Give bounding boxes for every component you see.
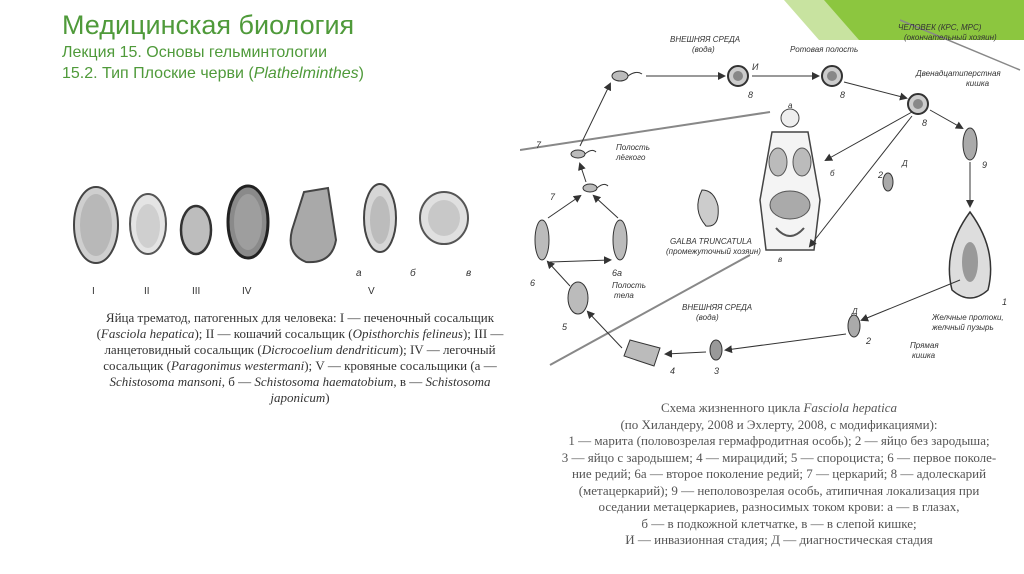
arrow-16 xyxy=(580,164,586,182)
egg-with-embryo-3 xyxy=(710,340,722,360)
egg-2-bottom xyxy=(848,315,860,337)
egg-va-image xyxy=(291,188,336,262)
number-9: 9 xyxy=(982,160,988,170)
sporocyst-5 xyxy=(568,282,588,314)
title-block xyxy=(62,8,364,84)
number-8-c: 8 xyxy=(922,118,928,128)
scheme-line-3: 1 — марита (половозрелая гермафродитная особь); 2 — яйцо без зародыша; xyxy=(568,433,990,448)
duodenum-label-1: Двенадцатиперстная xyxy=(916,69,1001,78)
arrow-13 xyxy=(550,260,610,262)
rectum-label-1: Прямая xyxy=(910,341,939,350)
bile-ducts-label-1: Желчные протоки, xyxy=(932,313,1004,322)
adolescaria-duodenum xyxy=(908,94,928,114)
body-cavity-label-2: тела xyxy=(614,291,634,300)
immature-worm-9 xyxy=(963,128,977,160)
number-5: 5 xyxy=(562,322,568,332)
oral-cavity-label: Ротовая полость xyxy=(790,45,859,54)
egg-label-i: I xyxy=(92,286,95,297)
rectum-label-2: кишка xyxy=(912,351,936,360)
egg-label-iii: III xyxy=(192,286,201,297)
egg-label-iv: IV xyxy=(242,286,252,297)
egg-figure xyxy=(66,180,478,300)
snail-galba xyxy=(698,190,718,226)
external-water-label-2: ВНЕШНЯЯ СРЕДА xyxy=(682,303,753,312)
arrow-10 xyxy=(666,352,706,354)
subtitle-suffix: ) xyxy=(358,65,364,82)
water-label-2: (вода) xyxy=(696,313,719,322)
adolescaria-mouth xyxy=(822,66,842,86)
bile-ducts-label-2: желчный пузырь xyxy=(932,323,994,332)
letter-a: а xyxy=(788,101,793,110)
egg-sublabel-b: б xyxy=(410,268,416,279)
number-2-bottom: 2 xyxy=(866,336,872,346)
snail-host-label: (промежуточный хозяин) xyxy=(666,247,761,256)
duodenum-label-2: кишка xyxy=(966,79,990,88)
scheme-line-1: Схема жизненного цикла Fasciola hepatica xyxy=(660,400,897,415)
number-4: 4 xyxy=(670,366,676,376)
external-water-label: ВНЕШНЯЯ СРЕДА xyxy=(670,35,741,44)
number-6: 6 xyxy=(530,278,536,288)
human-host-label: ЧЕЛОВЕК (КРС, МРС) xyxy=(898,23,982,32)
arrow-11 xyxy=(588,312,622,348)
egg-sublabel-c: в xyxy=(466,268,472,279)
scheme-line-9: И — инвазионная стадия; Д — диагностическая стадия xyxy=(625,532,933,547)
slide-subtitle-2 xyxy=(62,63,364,84)
subtitle-italic: Plathelminthes xyxy=(253,65,359,82)
slide-title: Медицинская биология xyxy=(62,10,355,40)
scheme-line-4: 3 — яйцо с зародышем; 4 — мирацидий; 5 — спороциста; 6 — первое поколе- xyxy=(561,449,997,465)
number-1: 1 xyxy=(1002,297,1008,307)
scheme-line-7: оседании метацеркариев, разносимых током крови: а — в глазах, xyxy=(598,499,960,514)
egg-sublabel-a: а xyxy=(356,268,362,279)
egg-label-v: V xyxy=(368,286,375,297)
water-label: (вода) xyxy=(692,45,715,54)
arrow-5 xyxy=(810,116,912,246)
scheme-caption xyxy=(536,400,1022,549)
number-2-top: 2 xyxy=(878,170,884,180)
scheme-line-8: б — в подкожной клетчатке, в — в слепой кишке; xyxy=(641,515,917,531)
human-body xyxy=(760,109,820,250)
number-6a: 6а xyxy=(612,268,623,278)
miracidium-4 xyxy=(624,340,660,366)
number-8-b: 8 xyxy=(840,90,846,100)
arrow-4 xyxy=(826,112,912,160)
number-7-upper: 7 xyxy=(536,140,542,150)
egg-iii-image xyxy=(181,206,211,254)
subtitle-prefix: 15.2. Тип Плоские черви ( xyxy=(62,65,254,82)
egg-2-top xyxy=(883,173,893,191)
arrow-3 xyxy=(844,82,906,98)
arrow-15 xyxy=(594,196,618,218)
scheme-line-5: ние редий; 6а — второе поколение редий; 7 — церкарий; 8 — адолескарий xyxy=(571,466,987,481)
adolescaria-water xyxy=(728,66,748,86)
body-cavity-label-1: Полость xyxy=(612,281,646,290)
scheme-line-6: (метацеркарий); 9 — неполовозрелая особь, атипичная локализация при xyxy=(578,482,980,498)
stage-d-label-bottom: Д xyxy=(852,307,858,316)
arrow-9 xyxy=(726,334,846,350)
egg-vb-image xyxy=(364,184,396,252)
final-host-label: (окончательный хозяин) xyxy=(904,33,997,42)
redia-6a xyxy=(613,220,627,260)
egg-label-ii: II xyxy=(144,286,150,297)
redia-6 xyxy=(535,220,549,260)
letter-c: в xyxy=(778,255,783,264)
snail-name-label: GALBA TRUNCATULA xyxy=(670,237,752,246)
egg-vc-image xyxy=(420,192,468,244)
arrow-12 xyxy=(548,262,570,286)
marita-adult-worm xyxy=(949,212,990,298)
cercaria-7-lower xyxy=(583,184,608,192)
number-8-a: 8 xyxy=(748,90,754,100)
number-3: 3 xyxy=(714,366,720,376)
stage-i-label: И xyxy=(752,62,759,72)
cercaria-7-upper xyxy=(571,150,596,158)
egg-i-image xyxy=(74,187,118,263)
egg-ii-image xyxy=(130,194,166,254)
slide-subtitle-1: Лекция 15. Основы гельминтологии xyxy=(62,44,328,61)
lung-cavity-label-1: Полость xyxy=(616,143,650,152)
life-cycle-diagram xyxy=(520,0,1024,400)
arrow-6 xyxy=(930,110,962,128)
lung-cavity-label-2: лёгкого xyxy=(616,153,646,162)
letter-b: б xyxy=(830,169,835,178)
egg-caption: Яйца трематод, патогенных для человека: I — печеночный сосальщик (Fasciola hepatica); II — кошачий сосальщик (Opisthorchis felineus); III — ланцетовидный сосальщик (Dicrocoelium dendriticum); IV — легочный сосальщик (Paragonimus westermani); V — кровяные сосальщики (а — Schistosoma mansoni, б — Schistosoma haematobium, в — Schistosoma japonicum) xyxy=(96,310,504,405)
number-7-lower: 7 xyxy=(550,192,556,202)
cercaria-top xyxy=(612,71,642,81)
scheme-line-2: (по Хиландеру, 2008 и Эхлерту, 2008, с модификациями): xyxy=(620,416,938,432)
egg-iv-image xyxy=(228,186,268,258)
stage-d-label-top: Д xyxy=(902,159,908,168)
